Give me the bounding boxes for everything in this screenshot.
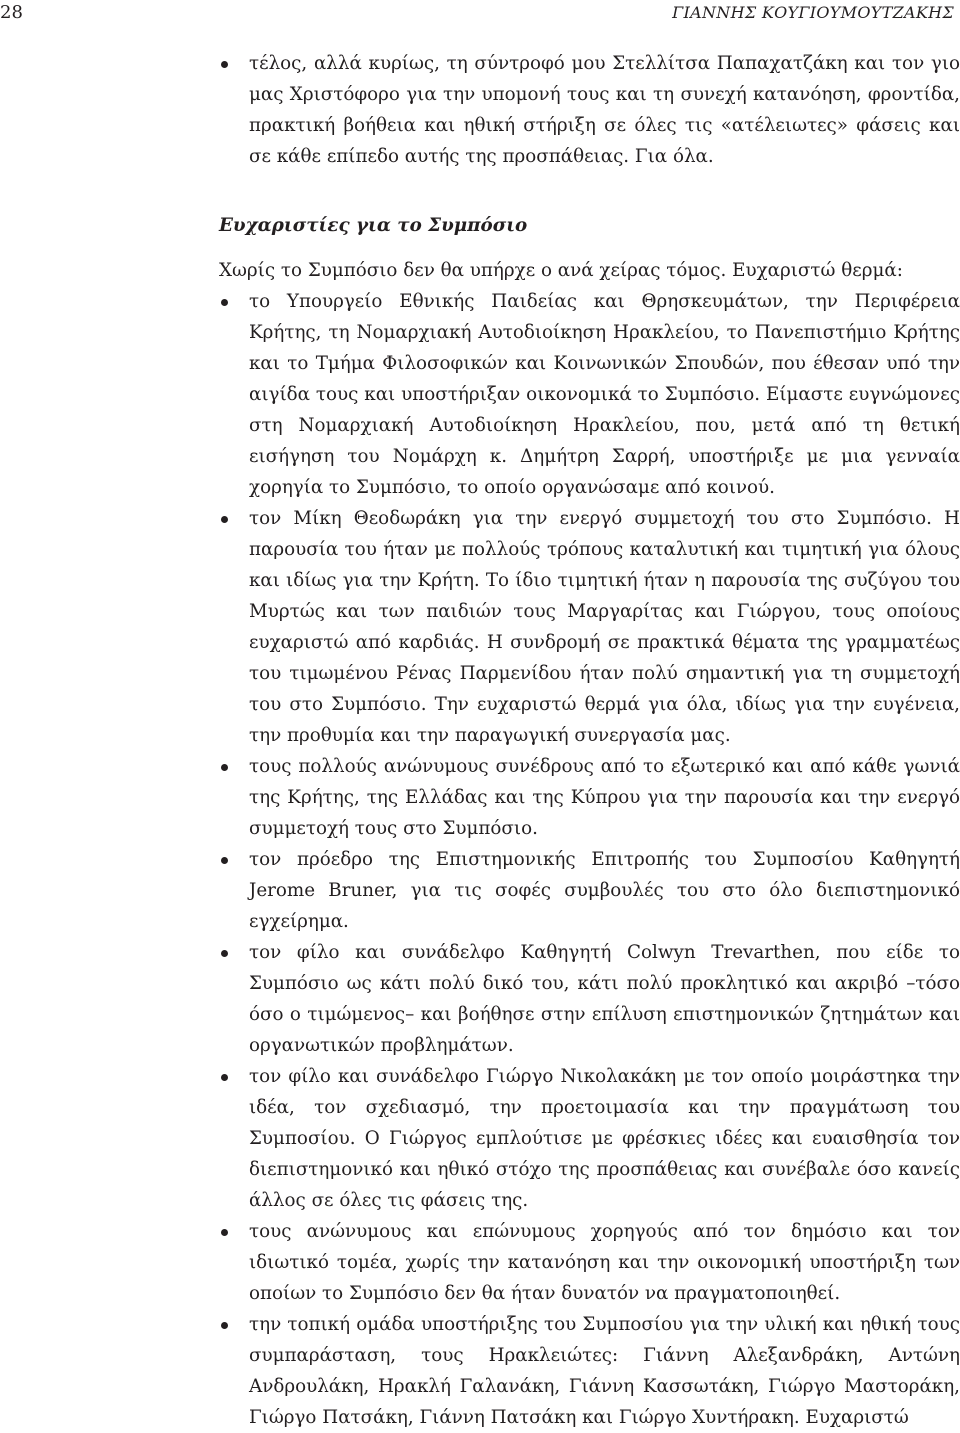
acknowledgements-list: [219, 286, 960, 1433]
list-item: το Υπουργείο Εθνικής Παιδείας και Θρησκευμάτων, την Περιφέρεια Κρήτης, τη Νομαρχιακή Αυτοδιοίκηση Ηρακλείου, το Πανεπιστήμιο Κρήτης και το Τμήμα Φιλοσοφικών και Κοινωνικών Σπουδών, που έθεσαν υπό την αιγίδα τους και υποστήριξαν οικονομικά το Συμπόσιο. Είμαστε ευγνώμονες στη Νομαρχιακή Αυτοδιοίκηση Ηρακλείου, που, μετά από τη θετική εισήγηση του Νομάρχη κ. Δημήτρη Σαρρή, υποστήριξε με μια γενναία χορηγία το Συμπόσιο, το οποίο οργανώσαμε από κοινού.: [219, 286, 960, 503]
list-item: την τοπική ομάδα υποστήριξης του Συμποσίου για την υλική και ηθική τους συμπαράσταση, τους Ηρακλειώτες: Γιάννη Αλεξανδράκη, Αντώνη Ανδρουλάκη, Ηρακλή Γαλανάκη, Γιάννη Κασσωτάκη, Γιώργο Μαστοράκη, Γιώργο Πατσάκη, Γιάννη Πατσάκη και Γιώργο Χυντήρακη. Ευχαριστώ: [219, 1309, 960, 1433]
list-item: τους πολλούς ανώνυμους συνέδρους από το εξωτερικό και από κάθε γωνιά της Κρήτης, της Ελλάδας και της Κύπρου για την παρουσία και την ενεργό συμμετοχή τους στο Συμπόσιο.: [219, 751, 960, 844]
list-item: τέλος, αλλά κυρίως, τη σύντροφό μου Στελλίτσα Παπαχατζάκη και τον γιο μας Χριστόφορο για την υπομονή τους και τη συνεχή κατανόηση, φροντίδα, πρακτική βοήθεια και ηθική στήριξη σε όλες τις «ατέλειωτες» φάσεις και σε κάθε επίπεδο αυτής της προσπάθειας. Για όλα.: [219, 48, 960, 172]
section-intro: Χωρίς το Συμπόσιο δεν θα υπήρχε ο ανά χείρας τόμος. Ευχαριστώ θερμά:: [219, 260, 903, 281]
list-item: τον φίλο και συνάδελφο Γιώργο Νικολακάκη με τον οποίο μοιράστηκα την ιδέα, τον σχεδιασμό, την προετοιμασία και την πραγμάτωση του Συμποσίου. Ο Γιώργος εμπλούτισε με φρέσκιες ιδέες και ευαισθησία τον διεπιστημονικό και ηθικό στόχο της προσπάθειας και συνέβαλε όσο κανείς άλλος σε όλες τις φάσεις της.: [219, 1061, 960, 1216]
running-head-author: ΓΙΑΝΝΗΣ ΚΟΥΓΙΟΥΜΟΥΤΖΑΚΗΣ: [672, 3, 954, 22]
list-item: τους ανώνυμους και επώνυμους χορηγούς από τον δημόσιο και τον ιδιωτικό τομέα, χωρίς την κατανόηση και την οικονομική υποστήριξη των οποίων το Συμπόσιο δεν θα ήταν δυνατόν να πραγματοποιηθεί.: [219, 1216, 960, 1309]
list-item: τον πρόεδρο της Επιστημονικής Επιτροπής του Συμποσίου Καθηγητή Jerome Bruner, για τις σοφές συμβουλές του στο όλο διεπιστημονικό εγχείρημα.: [219, 844, 960, 937]
section-heading: Ευχαριστίες για το Συμπόσιο: [219, 215, 528, 236]
opening-list: [219, 48, 960, 172]
list-item: τον φίλο και συνάδελφο Καθηγητή Colwyn Trevarthen, που είδε το Συμπόσιο ως κάτι πολύ δικό του, κάτι πολύ προκλητικό και ακριβό –τόσο όσο ο τιμώμενος– και βοήθησε στην επίλυση επιστημονικών ζητημάτων και οργανωτικών προβλημάτων.: [219, 937, 960, 1061]
page-body: [219, 48, 960, 1433]
page-number: 28: [0, 2, 23, 23]
list-item: τον Μίκη Θεοδωράκη για την ενεργό συμμετοχή του στο Συμπόσιο. Η παρουσία του ήταν με πολλούς τρόπους καταλυτική και τιμητική για όλους και ιδίως για την Κρήτη. Το ίδιο τιμητική ήταν η παρουσία της συζύγου του Μυρτώς και των παιδιών τους Μαργαρίτας και Γιώργου, τους οποίους ευχαριστώ από καρδιάς. Η συνδρομή σε πρακτικά θέματα της γραμματέως του τιμωμένου Ρένας Παρμενίδου ήταν πολύ σημαντική για τη συμμετοχή του στο Συμπόσιο. Την ευχαριστώ θερμά για όλα, ιδίως για την ευγένεια, την προθυμία και την παραγωγική συνεργασία μας.: [219, 503, 960, 751]
running-head: [0, 0, 960, 28]
